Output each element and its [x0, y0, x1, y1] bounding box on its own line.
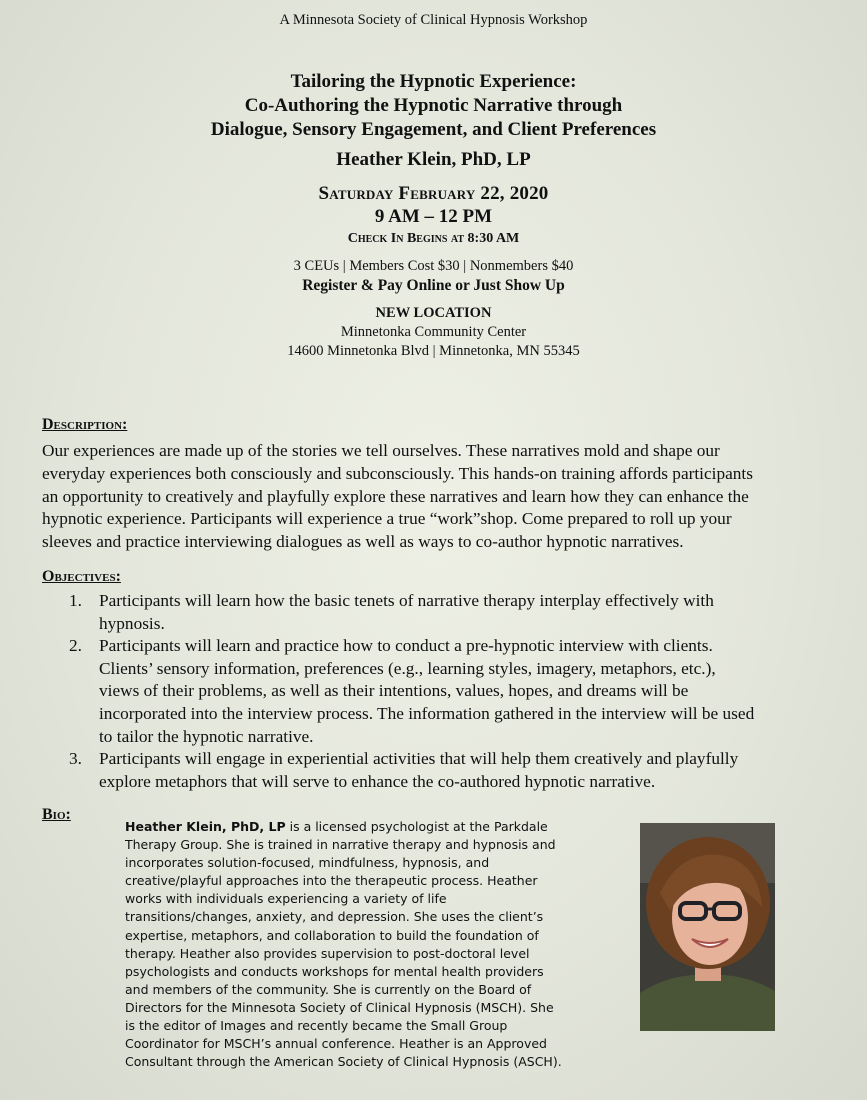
bio-line: Therapy Group. She is trained in narrative therapy and hypnosis and [125, 837, 556, 853]
bio-line: Coordinator for MSCH’s annual conference. Heather is an Approved [125, 1036, 547, 1052]
bio-line: works with individuals experiencing a variety of life [125, 891, 447, 907]
location-address: 14600 Minnetonka Blvd | Minnetonka, MN 55345 [287, 343, 580, 359]
checkin-time: Check In Begins at 8:30 AM [347, 231, 520, 246]
description-line: sleeves and practice interviewing dialogues as well as ways to co-author hypnotic narratives. [42, 532, 684, 552]
objective-line: Participants will learn how the basic tenets of narrative therapy interplay effectively with [99, 591, 714, 610]
objective-line: hypnosis. [99, 613, 165, 633]
description-line: Our experiences are made up of the stories we tell ourselves. These narratives mold and shape our [42, 441, 720, 460]
description-line: everyday experiences both consciously and subconsciously. This hands-on training affords participants [42, 463, 753, 483]
title-line-3: Dialogue, Sensory Engagement, and Client Preferences [210, 119, 657, 140]
objective-line: Clients’ sensory information, preferences (e.g., learning styles, imagery, metaphors, etc.), [99, 658, 716, 678]
objective-line: incorporated into the interview process. The information gathered in the interview will be used [99, 703, 755, 723]
bio-name: Heather Klein, PhD, LP [125, 819, 286, 834]
org-line: A Minnesota Society of Clinical Hypnosis Workshop [279, 12, 588, 28]
register-line: Register & Pay Online or Just Show Up [302, 277, 565, 294]
objective-item [42, 635, 842, 748]
objective-item [42, 590, 842, 635]
objective-line: views of their problems, as well as their intentions, values, hopes, and dreams will be [99, 681, 689, 701]
bio-line: and members of the community. She is currently on the Board of [125, 981, 532, 997]
location-heading: NEW LOCATION [375, 305, 492, 321]
objective-number: 2. [69, 636, 82, 656]
bio-line: therapy. Heather also provides supervision to post-doctoral level [125, 945, 530, 961]
event-date: Saturday February 22, 2020 [318, 183, 549, 204]
objective-line: Participants will learn and practice how to conduct a pre-hypnotic interview with clients. [99, 636, 713, 656]
objective-line: to tailor the hypnotic narrative. [99, 726, 314, 746]
location-name: Minnetonka Community Center [340, 324, 527, 340]
description-line: hypnotic experience. Participants will experience a true “work”shop. Come prepared to roll up your [42, 509, 732, 529]
bio-line: psychologists and conducts workshops for mental health providers [125, 963, 544, 979]
bio-line: expertise, metaphors, and collaboration to build the foundation of [125, 927, 539, 943]
bio-line: transitions/changes, anxiety, and depression. She uses the client’s [125, 909, 544, 925]
bio-heading: Bio: [42, 806, 71, 823]
description-heading: Description: [42, 416, 128, 433]
bio-body [125, 818, 615, 1071]
bio-line: is the editor of Images and recently became the Small Group [125, 1018, 508, 1034]
bio-line: Directors for the Minnesota Society of Clinical Hypnosis (MSCH). She [125, 999, 554, 1015]
portrait-photo [640, 823, 775, 1031]
objective-number: 1. [69, 591, 82, 610]
title-line-1: Tailoring the Hypnotic Experience: [290, 71, 577, 92]
description-body [42, 440, 842, 554]
presenter-name: Heather Klein, PhD, LP [336, 149, 531, 170]
objectives-list [42, 590, 842, 793]
objective-item [42, 748, 842, 793]
objective-line: Participants will engage in experiential activities that will help them creatively and playfully [99, 749, 739, 769]
objectives-heading: Objectives: [42, 568, 121, 585]
bio-first-line: is a licensed psychologist at the Parkdale [285, 819, 548, 834]
bio-line: incorporates solution-focused, mindfulness, hypnosis, and [125, 855, 490, 871]
costs-line: 3 CEUs | Members Cost $30 | Nonmembers $40 [293, 258, 574, 274]
event-time: 9 AM – 12 PM [374, 206, 493, 227]
bio-line: Consultant through the American Society of Clinical Hypnosis (ASCH). [125, 1054, 562, 1070]
bio-line: creative/playful approaches into the therapeutic process. Heather [125, 873, 538, 889]
title-line-2: Co-Authoring the Hypnotic Narrative through [244, 95, 623, 116]
portrait-photo-icon [640, 823, 775, 1031]
workshop-title [0, 70, 867, 142]
description-line: an opportunity to creatively and playfully explore these narratives and learn how they can enhance the [42, 486, 749, 506]
bio-line [125, 818, 615, 836]
objective-line: explore metaphors that will serve to enhance the co-authored hypnotic narrative. [99, 771, 656, 791]
objective-number: 3. [69, 749, 82, 769]
